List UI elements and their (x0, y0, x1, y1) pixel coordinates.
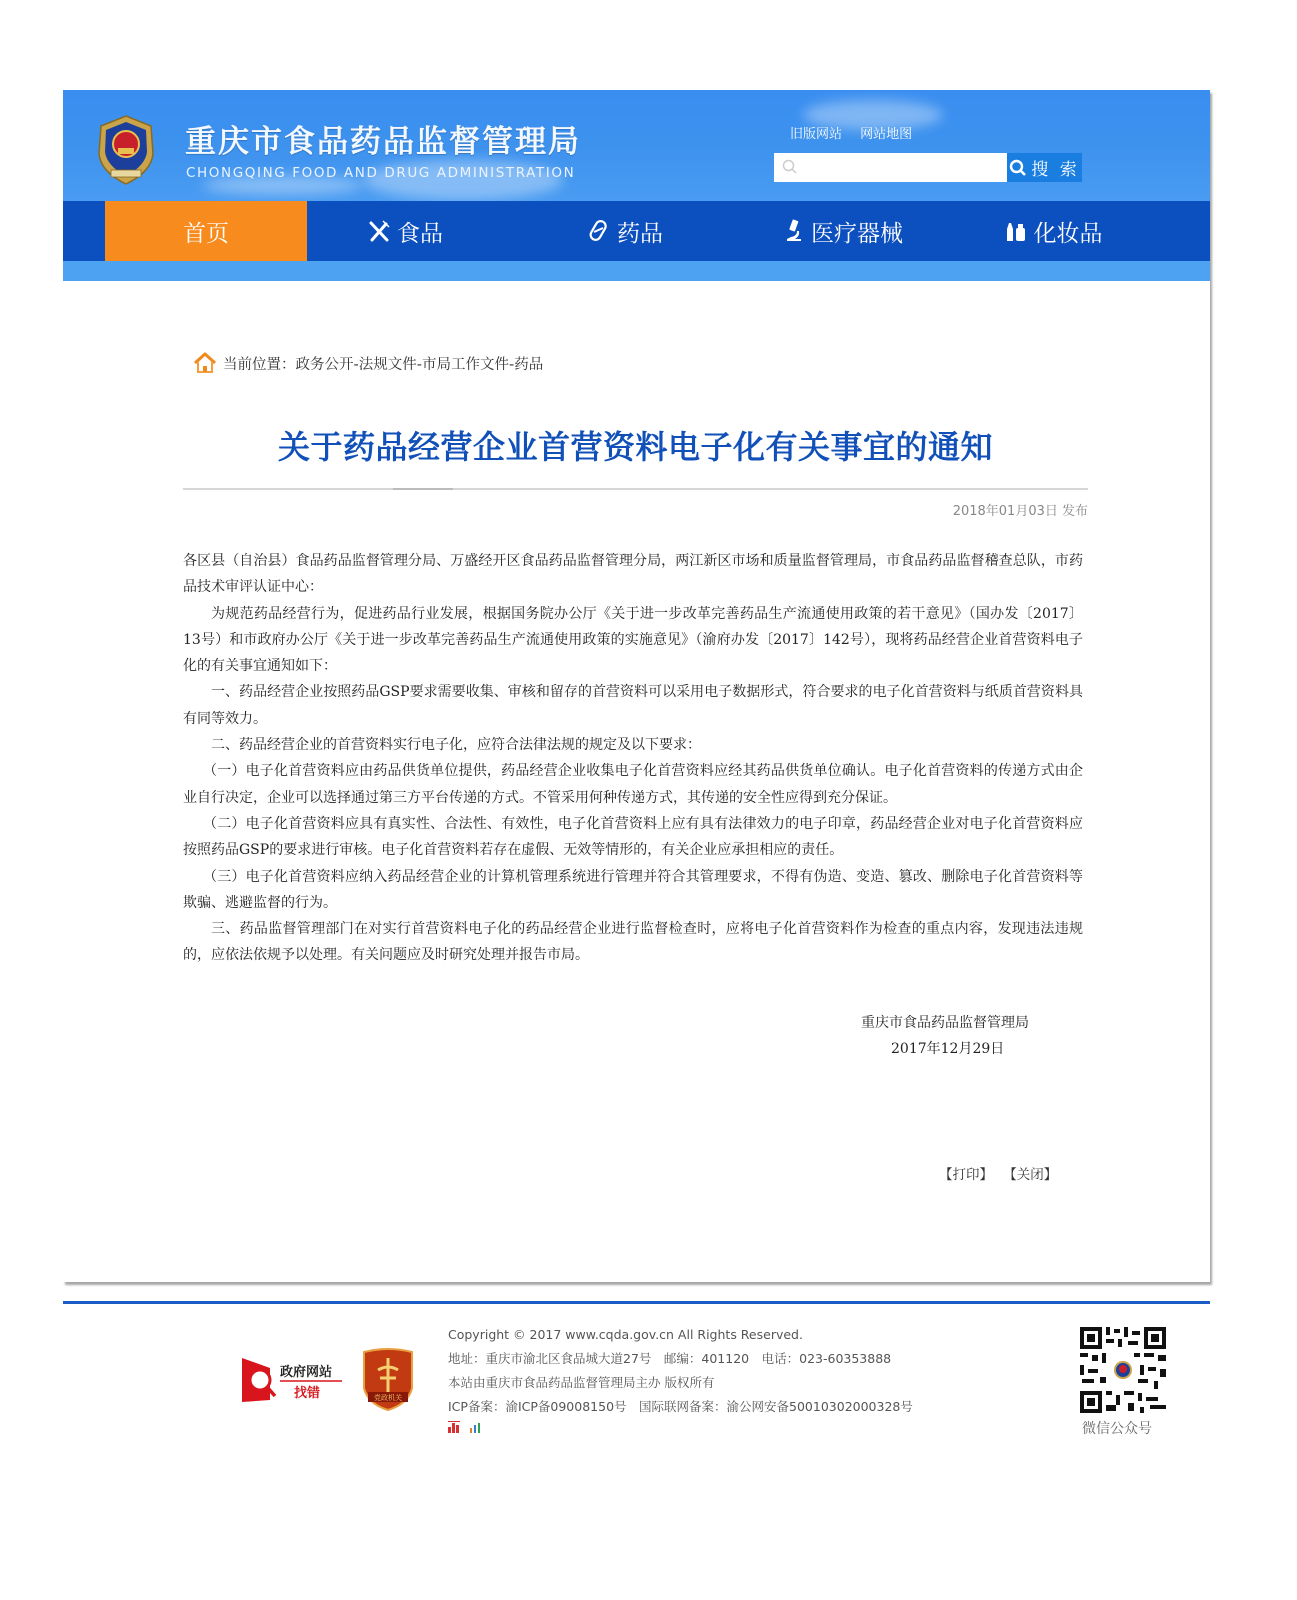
stats-bar-icon[interactable] (448, 1421, 462, 1433)
nav-item-cosmetics[interactable] (968, 201, 1138, 261)
search-icon (1009, 159, 1027, 177)
cosmetics-icon (1004, 219, 1028, 243)
svg-text:找错: 找错 (294, 1386, 321, 1401)
nav-item-label: 食品 (397, 220, 443, 247)
article-paragraph: 一、药品经营企业按照药品GSP要求需要收集、审核和留存的首营资料可以采用电子数据形式，符合要求的电子化首营资料与纸质首营资料具有同等效力。 (183, 684, 1083, 727)
fork-knife-icon (367, 219, 391, 243)
qr-label: 微信公众号 (1082, 1421, 1152, 1437)
gov-site-error-report-badge[interactable] (242, 1356, 352, 1404)
publish-date: 2018年01月03日 发布 (952, 504, 1088, 519)
microscope-icon (783, 219, 805, 243)
article-title: 关于药品经营企业首营资料电子化有关事宜的通知 (277, 428, 993, 466)
breadcrumb-label: 当前位置： (223, 356, 296, 373)
pill-icon (587, 219, 611, 243)
nav-item-home[interactable] (105, 201, 307, 261)
nav-item-medical-devices[interactable] (753, 201, 933, 261)
nav-item-drugs[interactable] (545, 201, 705, 261)
article-paragraph: （一）电子化首营资料应由药品供货单位提供，药品经营企业收集电子化首营资料应经其药品供货单位确认。电子化首营资料的传递方式由企业自行决定，企业可以选择通过第三方平台传递的方式。不管采用何种传递方式，其传递的安全性应得到充分保证。 (183, 763, 1083, 806)
article-actions (939, 1163, 1063, 1183)
icp-text[interactable]: ICP备案：渝ICP备09008150号 国际联网备案：渝公网安备50010302000328号 (448, 1399, 913, 1414)
nav-item-label: 医疗器械 (811, 220, 903, 247)
home-icon[interactable] (193, 352, 217, 374)
top-links (790, 123, 926, 142)
wechat-qr-code (1078, 1325, 1168, 1415)
article-paragraph: （三）电子化首营资料应纳入药品经营企业的计算机管理系统进行管理并符合其管理要求，不得有伪造、变造、篡改、删除电子化首营资料等欺骗、逃避监督的行为。 (183, 868, 1083, 911)
nav-item-food[interactable] (325, 201, 485, 261)
close-button[interactable]: 【关闭】 (1003, 1167, 1058, 1183)
signature-date: 2017年12月29日 (891, 1041, 1005, 1057)
search-icon (782, 159, 798, 175)
article-body (183, 548, 1083, 969)
police-emblem-logo (93, 114, 159, 186)
nav-item-label: 首页 (183, 220, 229, 247)
article-paragraph: 三、药品监督管理部门在对实行首营资料电子化的药品经营企业进行监督检查时，应将电子化首营资料作为检查的重点内容，发现违法违规的，应依法依规予以处理。有关问题应及时研究处理并报告市局。 (183, 921, 1083, 964)
site-subtitle: CHONGQING FOOD AND DRUG ADMINISTRATION (186, 165, 576, 181)
address-text: 地址：重庆市渝北区食品城大道27号 邮编：401120 电话：023-60353888 (448, 1351, 892, 1366)
article-paragraph: 二、药品经营企业的首营资料实行电子化，应符合法律法规的规定及以下要求： (211, 737, 701, 754)
search-box (774, 153, 1007, 182)
sitemap-link[interactable]: 网站地图 (860, 127, 913, 142)
stats-icons (448, 1421, 913, 1433)
breadcrumb-path[interactable]: 政务公开-法规文件-市局工作文件-药品 (295, 356, 544, 373)
site-title: 重庆市食品药品监督管理局 (185, 124, 581, 160)
title-divider (183, 488, 1088, 490)
svg-text:政府网站: 政府网站 (280, 1365, 333, 1380)
search-button[interactable] (1007, 153, 1082, 182)
site-header (63, 90, 1210, 201)
footer-divider (63, 1301, 1210, 1304)
analytics-icon[interactable] (468, 1421, 482, 1433)
signature-org: 重庆市食品药品监督管理局 (861, 1015, 1029, 1031)
party-government-badge[interactable] (360, 1348, 416, 1412)
old-site-link[interactable]: 旧版网站 (790, 127, 843, 142)
breadcrumb (193, 352, 543, 374)
search-input[interactable] (804, 153, 1004, 182)
article-paragraph: 为规范药品经营行为，促进药品行业发展，根据国务院办公厅《关于进一步改革完善药品生产流通使用政策的若干意见》（国办发〔2017〕13号）和市政府办公厅《关于进一步改革完善药品生产流通使用政策的实施意见》（渝府办发〔2017〕142号），现将药品经营企业首营资料电子化的有关事宜通知如下： (183, 605, 1083, 675)
nav-item-label: 化妆品 (1033, 220, 1103, 247)
print-button[interactable]: 【打印】 (939, 1167, 993, 1183)
nav-item-label: 药品 (617, 220, 663, 247)
nav-subbar (63, 261, 1210, 281)
main-nav (63, 201, 1210, 261)
article-paragraph: 各区县（自治县）食品药品监督管理分局、万盛经开区食品药品监督管理分局，两江新区市场和质量监督管理局，市食品药品监督稽查总队，市药品技术审评认证中心： (183, 553, 1083, 596)
article-paragraph: （二）电子化首营资料应具有真实性、合法性、有效性，电子化首营资料上应有具有法律效力的电子印章，药品经营企业对电子化首营资料应按照药品GSP的要求进行审核。电子化首营资料若存在虚假、无效等情形的，有关企业应承担相应的责任。 (183, 815, 1083, 859)
sponsor-text: 本站由重庆市食品药品监督管理局主办 版权所有 (448, 1375, 715, 1390)
search-button-label: 搜 索 (1031, 160, 1080, 180)
footer-info (448, 1323, 913, 1433)
copyright-text: Copyright © 2017 www.cqda.gov.cn All Rights Reserved. (448, 1327, 803, 1342)
page-frame (63, 90, 1210, 1282)
svg-text:党政机关: 党政机关 (374, 1394, 402, 1402)
